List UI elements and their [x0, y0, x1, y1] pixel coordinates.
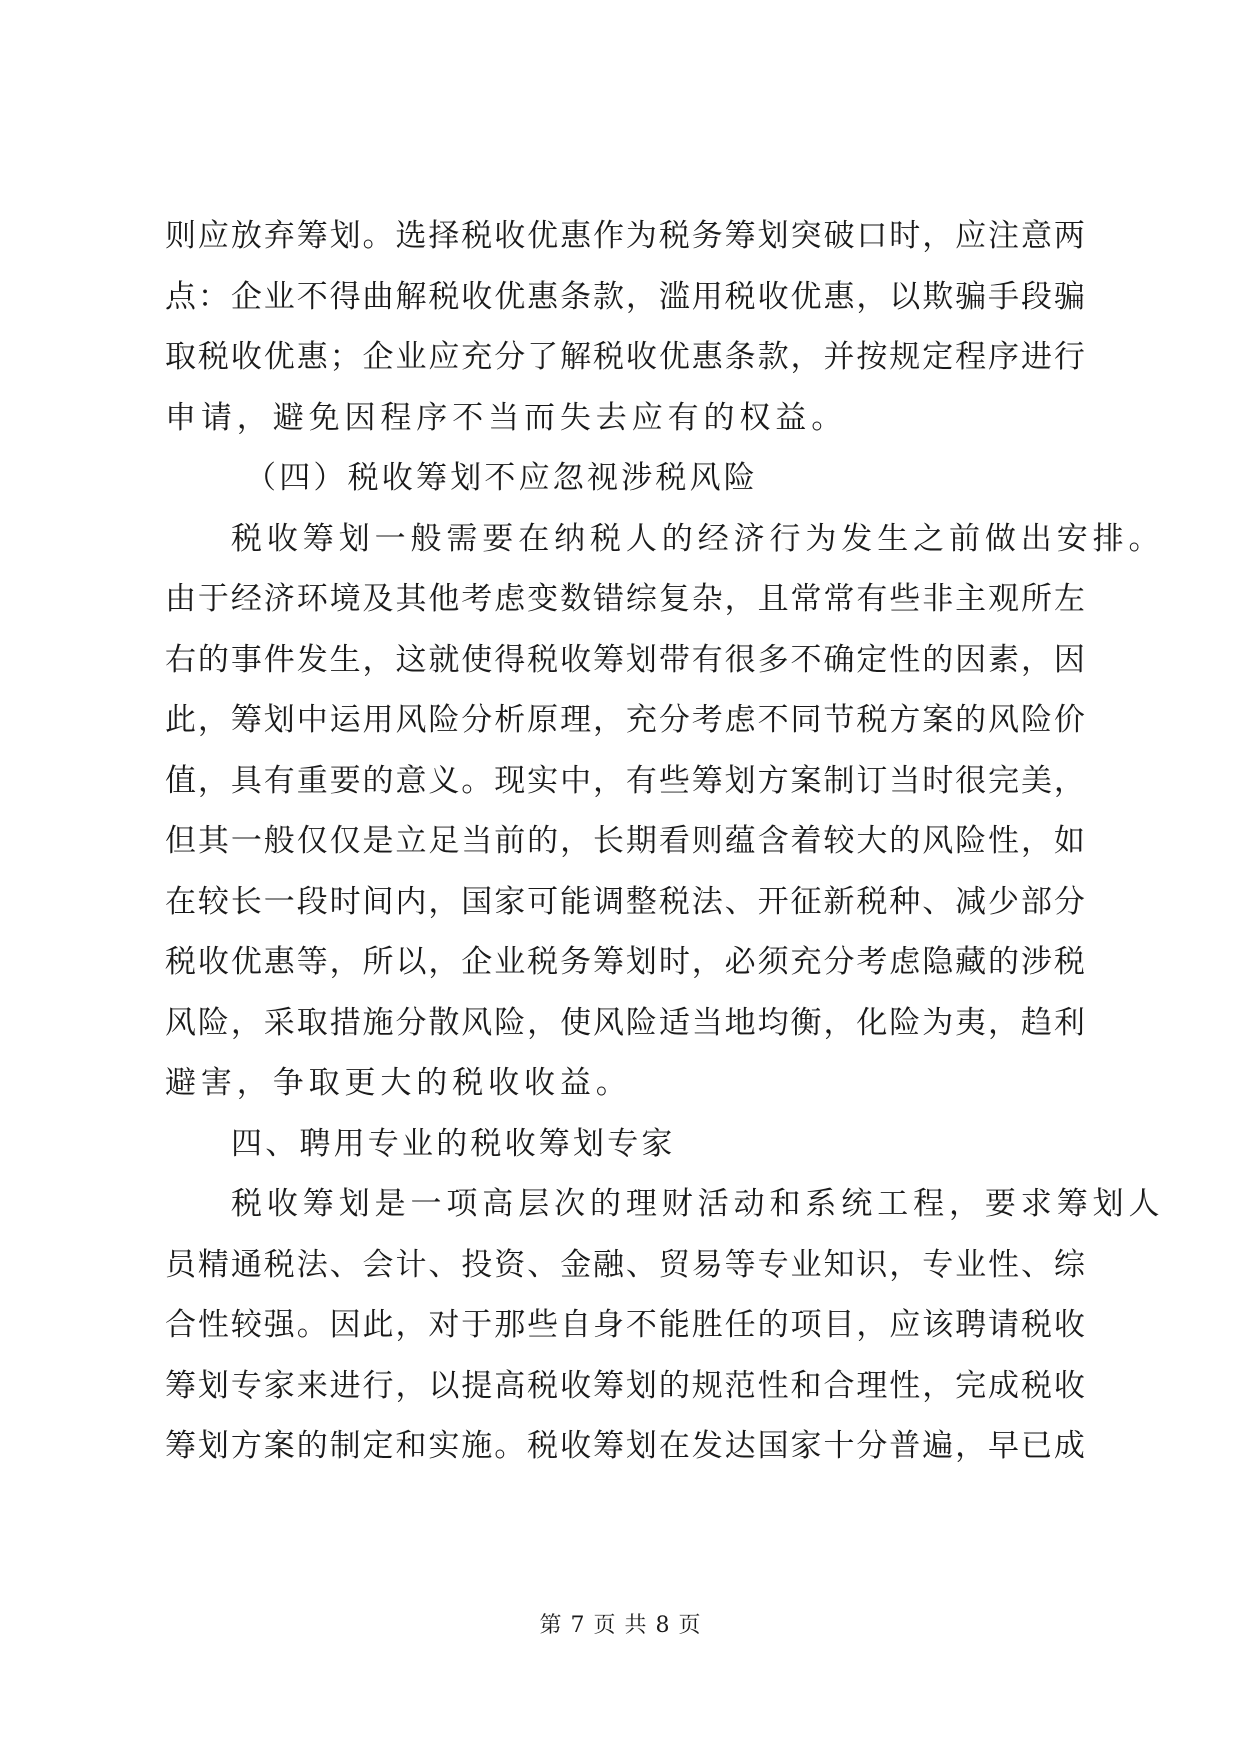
text-line: 此 ， 筹 划 中 运 用 风 险 分 析 原 理 ， 充 分 考 虑 不 同 节 税 方 案 的 风 险 价 — [165, 702, 1085, 738]
text-line: 税收筹划一般需要在纳税人的经济行为发生之前做出安排。 — [231, 520, 1165, 557]
text-line: 筹 划 方 案 的 制 定 和 实 施 。 税 收 筹 划 在 发 达 国 家 十 分 普 遍 ， 早 已 成 — [165, 1428, 1085, 1464]
section-heading: 四、聘用专业的税收筹划专家 — [231, 1125, 676, 1162]
text-line: 点 ： 企 业 不 得 曲 解 税 收 优 惠 条 款 ， 滥 用 税 收 优 惠 ， 以 欺 骗 手 段 骗 — [165, 278, 1085, 315]
text-line: 但 其 一 般 仅 仅 是 立 足 当 前 的 ， 长 期 看 则 蕴 含 着 较 大 的 风 险 性 ， 如 — [165, 823, 1085, 859]
text-line: 合 性 较 强 。 因 此 ， 对 于 那 些 自 身 不 能 胜 任 的 项 目 ， 应 该 聘 请 税 收 — [165, 1307, 1085, 1343]
text-line: 风 险 ， 采 取 措 施 分 散 风 险 ， 使 风 险 适 当 地 均 衡 ， 化 险 为 夷 ， 趋 利 — [165, 1004, 1085, 1041]
text-line: 取 税 收 优 惠 ； 企 业 应 充 分 了 解 税 收 优 惠 条 款 ， 并 按 规 定 程 序 进 行 — [165, 339, 1085, 375]
page-footer: 第 7 页 共 8 页 — [539, 1613, 702, 1638]
text-line: 税 收 优 惠 等 ， 所 以 ， 企 业 税 务 筹 划 时 ， 必 须 充 分 考 虑 隐 藏 的 涉 税 — [165, 944, 1085, 980]
text-line: 税收筹划是一项高层次的理财活动和系统工程，要求筹划人 — [231, 1186, 1165, 1222]
text-line: 筹 划 专 家 来 进 行 ， 以 提 高 税 收 筹 划 的 规 范 性 和 合 理 性 ， 完 成 税 收 — [165, 1367, 1085, 1404]
text-line: 员 精 通 税 法 、 会 计 、 投 资 、 金 融 、 贸 易 等 专 业 知 识 ， 专 业 性 、 综 — [165, 1246, 1085, 1283]
text-line: 由 于 经 济 环 境 及 其 他 考 虑 变 数 错 综 复 杂 ， 且 常 常 有 些 非 主 观 所 左 — [165, 581, 1085, 617]
text-line: 在 较 长 一 段 时 间 内 ， 国 家 可 能 调 整 税 法 、 开 征 新 税 种 、 减 少 部 分 — [165, 883, 1085, 920]
text-line: 避害，争取更大的税收收益。 — [165, 1065, 632, 1101]
text-line: 则 应 放 弃 筹 划 。 选 择 税 收 优 惠 作 为 税 务 筹 划 突 破 口 时 ， 应 注 意 两 — [165, 218, 1085, 254]
text-line: 申请，避免因程序不当而失去应有的权益。 — [165, 399, 848, 436]
text-line: 值 ， 具 有 重 要 的 意 义 。 现 实 中 ， 有 些 筹 划 方 案 制 订 当 时 很 完 美 ， — [165, 762, 1085, 799]
body-text — [165, 206, 1165, 1477]
section-heading: （四）税收筹划不应忽视涉税风险 — [245, 460, 758, 496]
text-line: 右 的 事 件 发 生 ， 这 就 使 得 税 收 筹 划 带 有 很 多 不 确 定 性 的 因 素 ， 因 — [165, 641, 1085, 678]
